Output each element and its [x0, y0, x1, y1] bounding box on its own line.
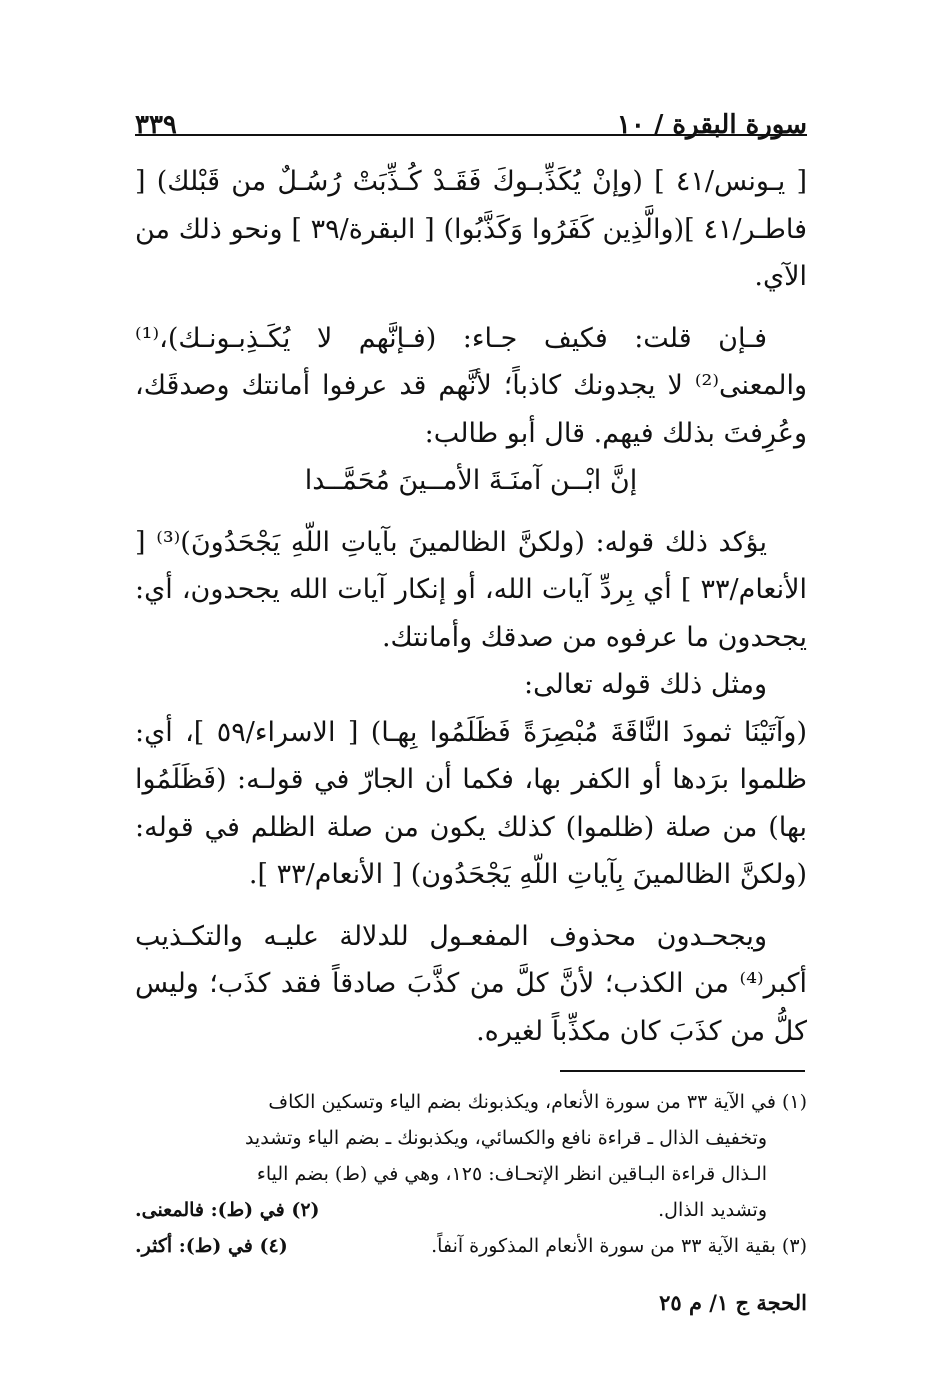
footnote-4: (٤) في (ط): أكثر. — [135, 1235, 288, 1257]
footnote-1-line-4: وتشديد الذال. — [658, 1199, 767, 1221]
paragraph-3: يؤكد ذلك قوله: (ولكنَّ الظالمينَ بآياتِ اللّهِ يَجْحَدُونَ)⁽³⁾ [ الأنعام/٣٣ ] أي بِردِّ آيات الله، أو إنكار آيات الله يجحدون، أي: يجحدون ما عرفوه من صدقك وأمانتك. — [135, 526, 807, 653]
paragraph-1: [ يـونس/٤١ ] (وإنْ يُكَذِّبـوكَ فَقَـدْ كُـذِّبَتْ رُسُـلٌ من قَبْلك) [ فاطـر/٤١ ](والَّذِين كَفَرُوا وَكَذَّبُوا) [ البقرة/٣٩ ] ونحو ذلك من الآي. — [135, 166, 807, 292]
header-divider — [135, 134, 807, 136]
paragraph-5: (وآتَيْنَا ثمودَ النَّاقَةَ مُبْصِرَةً فَظَلَمُوا بِهـا) [ الاسراء/٥٩ ]، أي: ظلموا برَدها أو الكفر بها، فكما أن الجارّ في قولـه: (فَظَلَمُوا بها) من صلة (ظلموا) كذلك يكون من صلة الظلم في قوله: (ولكنَّ الظالمينَ بِآياتِ اللّهِ يَجْحَدُون) [ الأنعام/٣٣ ]. — [135, 716, 807, 890]
main-text — [135, 158, 807, 1055]
footnote-2: (٢) في (ط): فالمعنى. — [135, 1199, 320, 1221]
footnote-1-line-3: الـذال قراءة البـاقين انظر الإتحـاف: ١٢٥، وهي في (ط) بضم الياء — [256, 1163, 767, 1185]
footnote-row-1 — [135, 1192, 807, 1228]
paragraph-6: ويجحـدون محذوف المفعـول للدلالة عليـه والتكـذيب أكبر⁽⁴⁾ من الكذب؛ لأنَّ كلَّ من كذَّبَ صادقاً فقد كذَب؛ وليس كلُّ من كذَبَ كان مكذِّباً لغيره. — [135, 920, 807, 1047]
poetry-verse: إنَّ ابْــن آمنَـةَ الأمــينَ مُحَمَّــدا — [304, 465, 638, 496]
printer-signature: الحجة ج ١/ م ٢٥ — [659, 1290, 807, 1315]
footnote-divider — [560, 1070, 805, 1072]
running-title: سورة البقرة / ١٠ — [616, 110, 807, 140]
page-number: ٣٣٩ — [135, 110, 177, 140]
footnote-1-line-1: (١) في الآية ٣٣ من سورة الأنعام، ويكذبونك بضم الياء وتسكين الكاف — [268, 1091, 807, 1113]
footnote-1-line-2: وتخفيف الذال ـ قراءة نافع والكسائي، ويكذبونك ـ بضم الياء وتشديد — [244, 1127, 767, 1149]
footnote-3: (٣) بقية الآية ٣٣ من سورة الأنعام المذكورة آنفاً. — [431, 1235, 807, 1257]
paragraph-4: ومثل ذلك قوله تعالى: — [524, 669, 767, 700]
footnotes — [135, 1084, 807, 1264]
paragraph-2: فـإن قلت: فكيف جـاء: (فـإنَّهم لا يُكَـذِبـونـك)،⁽¹⁾ والمعنى⁽²⁾ لا يجدونك كاذباً؛ لأنَّهم قد عرفوا أمانتك وصدقَك، وعُرِفتَ بذلك فيهم. قال أبو طالب: — [135, 322, 807, 449]
footnote-row-2 — [135, 1228, 807, 1264]
